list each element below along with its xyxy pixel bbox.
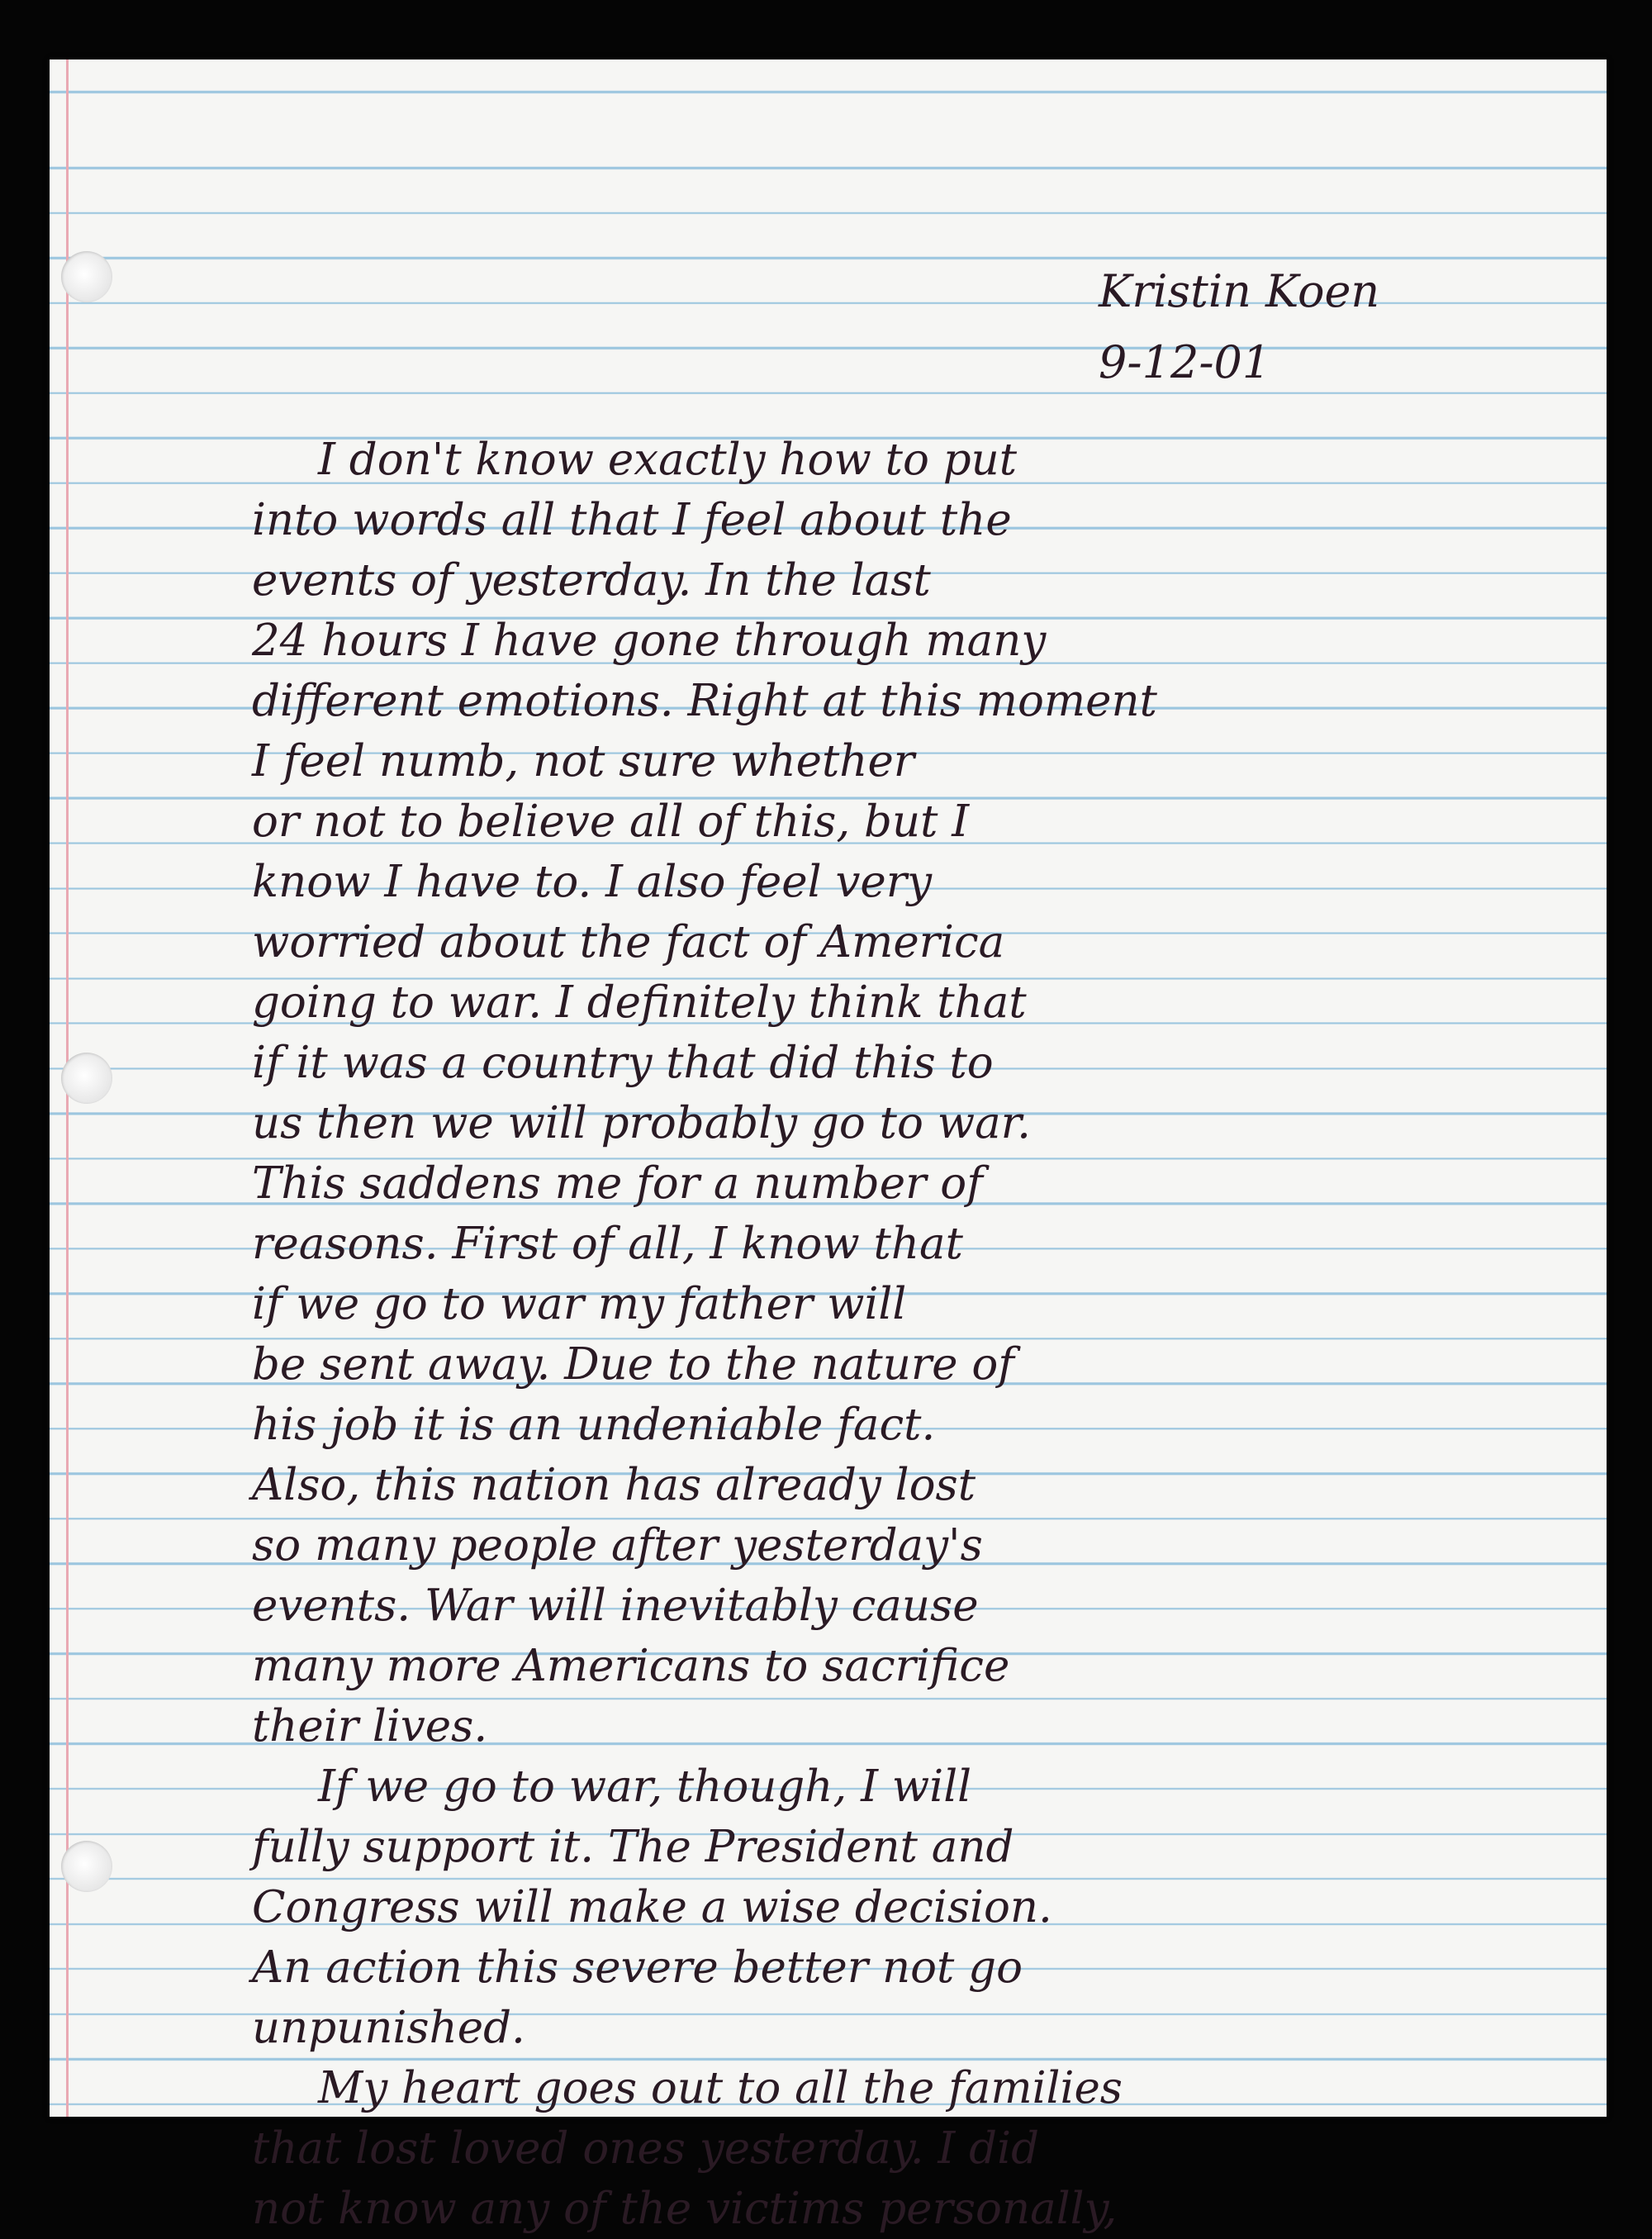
- letter-line: events of yesterday. In the last: [252, 555, 931, 606]
- letter-line: If we go to war, though, I will: [318, 1761, 972, 1812]
- letter-header: [1099, 256, 1379, 398]
- letter-line: My heart goes out to all the families: [318, 2063, 1123, 2113]
- letter-line: An action this severe better not go: [252, 1942, 1023, 1993]
- letter-line: their lives.: [252, 1701, 488, 1752]
- letter-line: I don't know exactly how to put: [318, 435, 1018, 485]
- letter-line: us then we will probably go to war.: [252, 1098, 1032, 1148]
- notebook-page: [50, 59, 1607, 2234]
- letter-line: if we go to war my father will: [252, 1279, 907, 1329]
- letter-line: so many people after yesterday's: [252, 1520, 983, 1571]
- letter-line: unpunished.: [252, 2003, 525, 2053]
- letter-line: reasons. First of all, I know that: [252, 1219, 963, 1269]
- letter-line: Also, this nation has already lost: [252, 1460, 976, 1510]
- letter-line: be sent away. Due to the nature of: [252, 1339, 1014, 1390]
- letter-line: different emotions. Right at this moment: [252, 676, 1157, 726]
- punch-hole: [61, 1053, 112, 1104]
- author-name: Kristin Koen: [1099, 265, 1380, 317]
- letter-line: going to war. I definitely think that: [252, 977, 1027, 1028]
- letter-date: 9-12-01: [1099, 336, 1271, 388]
- letter-line: his job it is an undeniable fact.: [252, 1400, 936, 1450]
- punch-hole: [61, 1841, 112, 1892]
- letter-line: many more Americans to sacrifice: [252, 1641, 1010, 1691]
- letter-line: worried about the fact of America: [252, 917, 1005, 967]
- letter-body: [252, 430, 1540, 2239]
- letter-line: if it was a country that did this to: [252, 1038, 994, 1088]
- letter-line: that lost loved ones yesterday. I did: [252, 2123, 1039, 2174]
- letter-line: or not to believe all of this, but I: [252, 796, 970, 847]
- letter-line: know I have to. I also feel very: [252, 857, 933, 907]
- letter-line: fully support it. The President and: [252, 1822, 1014, 1872]
- letter-line: I feel numb, not sure whether: [252, 736, 915, 787]
- letter-line: into words all that I feel about the: [252, 495, 1012, 545]
- letter-line: events. War will inevitably cause: [252, 1581, 979, 1631]
- letter-line: not know any of the victims personally,: [252, 2184, 1118, 2234]
- letter-line: Congress will make a wise decision.: [252, 1882, 1052, 1932]
- letter-line: This saddens me for a number of: [252, 1158, 983, 1209]
- punch-hole: [61, 251, 112, 302]
- letter-line: 24 hours I have gone through many: [252, 616, 1047, 666]
